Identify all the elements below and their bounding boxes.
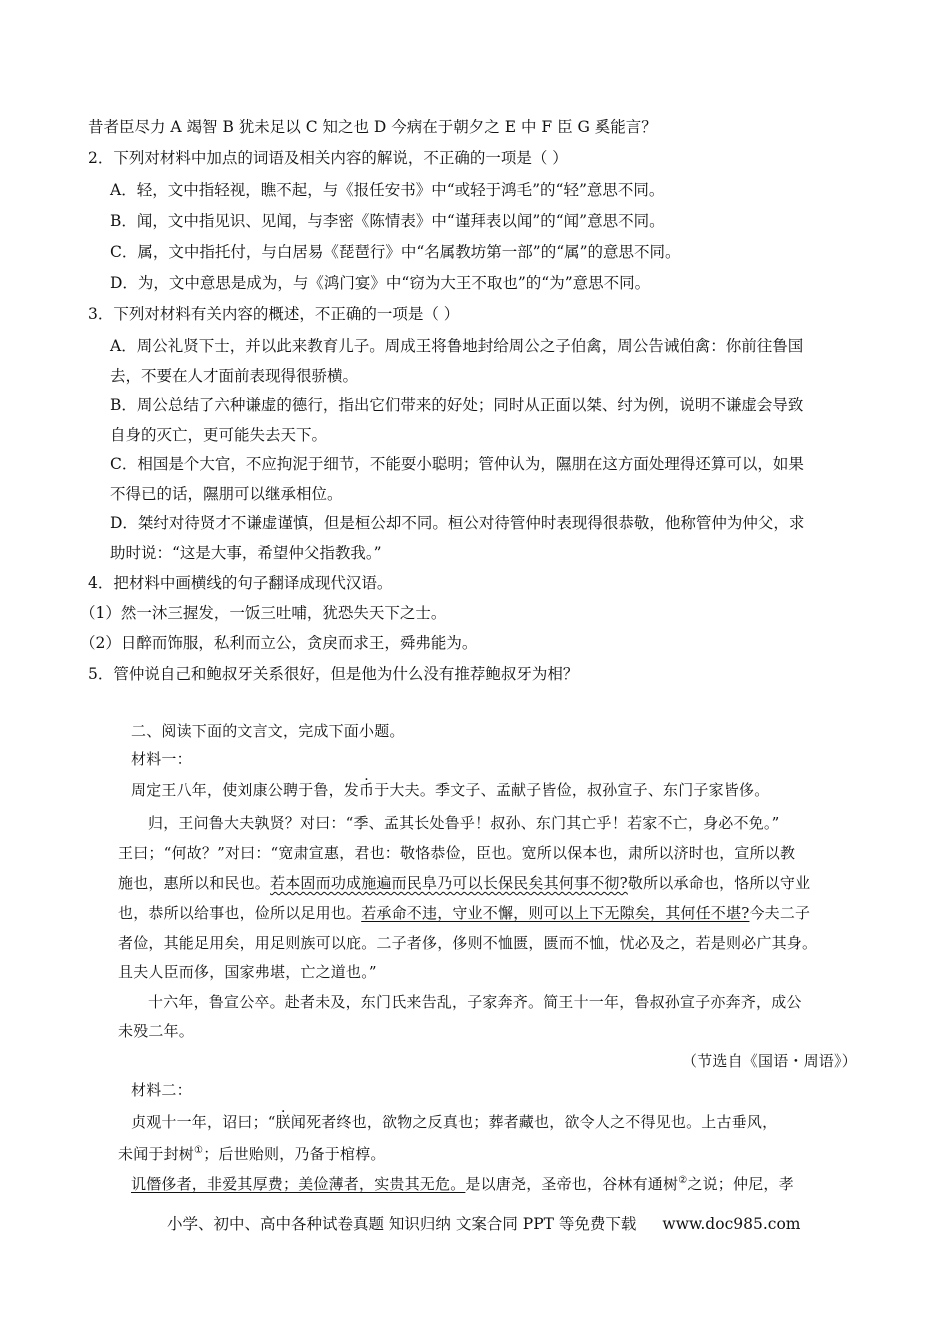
q3-stem: 3．下列对材料有关内容的概述，不正确的一项是（ ） — [88, 305, 460, 323]
q4-sentence-2: （2）日醉而饰服，私利而立公，贪戾而求王，舜弗能为。 — [80, 634, 478, 652]
material-one-p2-line1: 归，王问鲁大夫孰贤？对曰：“季、孟其长处鲁乎！叔孙、东门其亡乎！若家不亡，身必不免。” — [148, 814, 780, 832]
q2-stem: 2．下列对材料中加点的词语及相关内容的解说，不正确的一项是（ ） — [88, 149, 568, 167]
wavy-underlined-sentence: 若本固而功成施遍而民阜乃可以长保民矣其何事不彻? — [270, 874, 628, 892]
text-segment: 是以唐尧，圣帝也，谷林有通树 — [465, 1175, 679, 1193]
material-two-p1-line2 — [118, 1141, 386, 1164]
text-segment: 周定王八年，使刘康公聘于鲁，发 — [131, 781, 360, 799]
text-segment: 敬所以承命也，恪所以守业 — [627, 874, 811, 892]
underlined-sentence: 讥僭侈者，非爱其厚费；美俭薄者，实贵其无危。 — [131, 1175, 466, 1193]
footnote-marker: ① — [194, 1145, 204, 1156]
material-two-p2-line1 — [131, 1171, 794, 1194]
material-one-p2-line3 — [118, 873, 810, 893]
underlined-sentence: 若承命不违，守业不懈，则可以上下无隙矣，其何任不堪? — [361, 904, 750, 922]
dotted-word: 朕 — [275, 1113, 291, 1131]
footnote-marker: ② — [678, 1175, 688, 1186]
q2-option-a: A．轻，文中指轻视，瞧不起，与《报任安书》中“或轻于鸿毛”的“轻”意思不同。 — [110, 181, 665, 199]
q3-option-b-line1: B．周公总结了六种谦虚的德行，指出它们带来的好处；同时从正面以桀、纣为例，说明不谦虚会导致 — [110, 396, 804, 414]
q3-option-b-line2: 自身的灭亡，更可能失去天下。 — [110, 426, 328, 444]
text-segment: ；后世贻则，乃备于棺椁。 — [203, 1145, 386, 1163]
material-two-p1-line1 — [131, 1112, 777, 1132]
q3-option-d-line2: 助时说：“这是大事，希望仲父指教我。” — [110, 544, 382, 562]
footer-text: 小学、初中、高中各种试卷真题 知识归纳 文案合同 PPT 等免费下载 — [167, 1215, 637, 1233]
material-one-p2-line5: 者俭，其能足用矣，用足则族可以庇。二子者侈，侈则不恤匮，匮而不恤，忧必及之，若是则必广其身。 — [118, 934, 818, 952]
material-one-source: （节选自《国语・周语》） — [682, 1052, 857, 1070]
q4-sentence-1: （1）然一沐三握发，一饭三吐哺，犹恐失天下之士。 — [80, 604, 447, 622]
q3-option-c-line2: 不得已的话，隰朋可以继承相位。 — [110, 485, 343, 503]
section-heading: 二、阅读下面的文言文，完成下面小题。 — [131, 722, 405, 740]
material-two-label: 材料二： — [131, 1081, 192, 1099]
text-segment: 闻死者终也，欲物之反真也；葬者藏也，欲令人之不得见也。上古垂风， — [290, 1113, 778, 1131]
q4-stem: 4．把材料中画横线的句子翻译成现代汉语。 — [88, 574, 393, 592]
q2-option-c: C．属，文中指托付，与白居易《琵琶行》中“名属教坊第一部”的“属”的意思不同。 — [110, 243, 681, 261]
q5-stem: 5．管仲说自己和鲍叔牙关系很好，但是他为什么没有推荐鲍叔牙为相？ — [88, 665, 579, 683]
footer-site-link[interactable]: www.doc985.com — [662, 1215, 801, 1233]
footer — [167, 1214, 800, 1234]
q3-option-c-line1: C．相国是个大官，不应拘泥于细节，不能耍小聪明；管仲认为，隰朋在这方面处理得还算可以，如果 — [110, 455, 804, 473]
material-one-p3-line1: 十六年，鲁宣公卒。赴者未及，东门氏来告乱，子家奔齐。简王十一年，鲁叔孙宣子亦奔齐，成公 — [148, 993, 802, 1011]
text-segment: 今夫二子 — [749, 904, 811, 922]
material-one-p2-line6: 且夫人臣而侈，国家弗堪，亡之道也。” — [118, 963, 377, 981]
text-segment: 于大夫。季文子、孟献子皆俭，叔孙宣子、东门子家皆侈。 — [374, 781, 770, 799]
text-segment: 之说；仲尼，孝 — [687, 1175, 794, 1193]
material-one-p2-line4 — [118, 903, 810, 923]
text-segment: 贞观十一年，诏曰；“ — [131, 1113, 276, 1131]
dotted-word: 币 — [359, 781, 375, 799]
q3-option-a-line2: 去，不要在人才面前表现得很骄横。 — [110, 367, 359, 385]
text-segment: 也，恭所以给事也，俭所以足用也。 — [118, 904, 362, 922]
material-one-label: 材料一： — [131, 750, 192, 768]
material-one-paragraph-1 — [131, 780, 769, 800]
q3-option-d-line1: D．桀纣对待贤才不谦虚谨慎，但是桓公却不同。桓公对待管仲时表现得很恭敬，他称管仲为仲父，求 — [110, 514, 805, 532]
text-segment: 未闻于封树 — [118, 1145, 195, 1163]
q1-continuation: 昔者臣尽力 A 竭智 B 犹未足以 C 知之也 D 今病在于朝夕之 E 中 F 臣 G 奚能言？ — [88, 118, 657, 136]
material-one-p3-line2: 未殁二年。 — [118, 1022, 195, 1040]
material-one-p2-line2: 王曰；“何故？”对曰：“宽肃宣惠，君也：敬恪恭俭，臣也。宽所以保本也，肃所以济时也，宣所以教 — [118, 844, 796, 862]
q3-option-a-line1: A．周公礼贤下士，并以此来教育儿子。周成王将鲁地封给周公之子伯禽，周公告诫伯禽：你前往鲁国 — [110, 337, 804, 355]
q2-option-b: B．闻，文中指见识、见闻，与李密《陈情表》中“谨拜表以闻”的“闻”意思不同。 — [110, 212, 665, 230]
q2-option-d: D．为，文中意思是成为，与《鸿门宴》中“窃为大王不取也”的“为”意思不同。 — [110, 274, 651, 292]
text-segment: 施也，惠所以和民也。 — [118, 874, 271, 892]
